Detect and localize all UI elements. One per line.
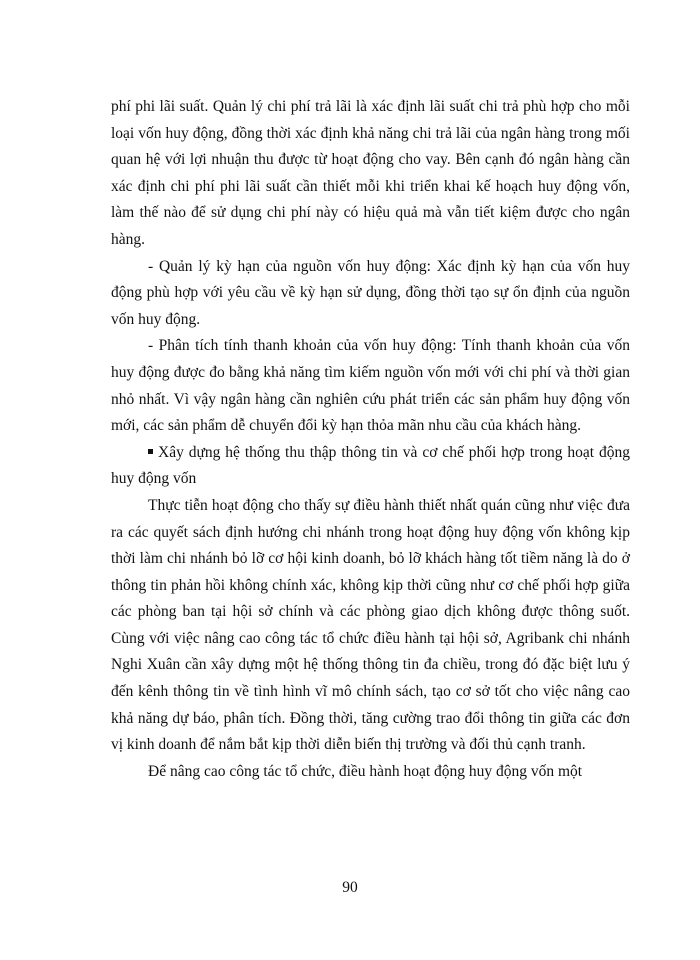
page-body: [111, 94, 630, 785]
square-bullet-icon: [148, 449, 153, 454]
paragraph-nang-cao: Để nâng cao công tác tổ chức, điều hành hoạt động huy động vốn một: [148, 762, 583, 780]
paragraph-ky-han: - Quản lý kỳ hạn của nguồn vốn huy động: Xác định kỳ hạn của vốn huy động phù hợp với yêu cầu về kỳ hạn sử dụng, đồng thời tạo sự ổn định của nguồn vốn huy động.: [111, 257, 630, 328]
page-number: 90: [342, 879, 358, 896]
bullet-heading: [111, 440, 630, 493]
bullet-heading-text: Xây dựng hệ thống thu thập thông tin và cơ chế phối hợp trong hoạt động huy động vốn: [111, 443, 630, 488]
paragraph-thanh-khoan: - Phân tích tính thanh khoản của vốn huy động: Tính thanh khoản của vốn huy động được đo bằng khả năng tìm kiếm nguồn vốn mới với chi phí và thời gian nhỏ nhất. Vì vậy ngân hàng cần nghiên cứu phát triển các sản phẩm huy động vốn mới, các sản phẩm dễ chuyển đổi kỳ hạn thỏa mãn nhu cầu của khách hàng.: [111, 337, 630, 435]
paragraph-thuc-tien: Thực tiễn hoạt động cho thấy sự điều hành thiết nhất quán cũng như việc đưa ra các quyết sách định hướng chi nhánh trong hoạt động huy động vốn không kịp thời làm chi nhánh bỏ lỡ cơ hội kinh doanh, bỏ lỡ khách hàng tốt tiềm năng là do ở thông tin phản hồi không chính xác, không kịp thời cũng như cơ chế phối hợp giữa các phòng ban tại hội sở chính và các phòng giao dịch không được thông suốt. Cùng với việc nâng cao công tác tổ chức điều hành tại hội sở, Agribank chi nhánh Nghi Xuân cần xây dựng một hệ thống thông tin đa chiều, trong đó đặc biệt lưu ý đến kênh thông tin về tình hình vĩ mô chính sách, tạo cơ sở tốt cho việc nâng cao khả năng dự báo, phân tích. Đồng thời, tăng cường trao đổi thông tin giữa các đơn vị kinh doanh để nắm bắt kịp thời diễn biến thị trường và đối thủ cạnh tranh.: [111, 496, 630, 754]
paragraph-chi-phi: phí phi lãi suất. Quản lý chi phí trả lãi là xác định lãi suất chi trả phù hợp cho mỗi loại vốn huy động, đồng thời xác định khả năng chi trả lãi của ngân hàng trong mối quan hệ với lợi nhuận thu được từ hoạt động cho vay. Bên cạnh đó ngân hàng cần xác định chi phí phi lãi suất cần thiết mỗi khi triển khai kế hoạch huy động vốn, làm thế nào để sử dụng chi phí này có hiệu quả mà vẫn tiết kiệm được cho ngân hàng.: [111, 98, 630, 248]
